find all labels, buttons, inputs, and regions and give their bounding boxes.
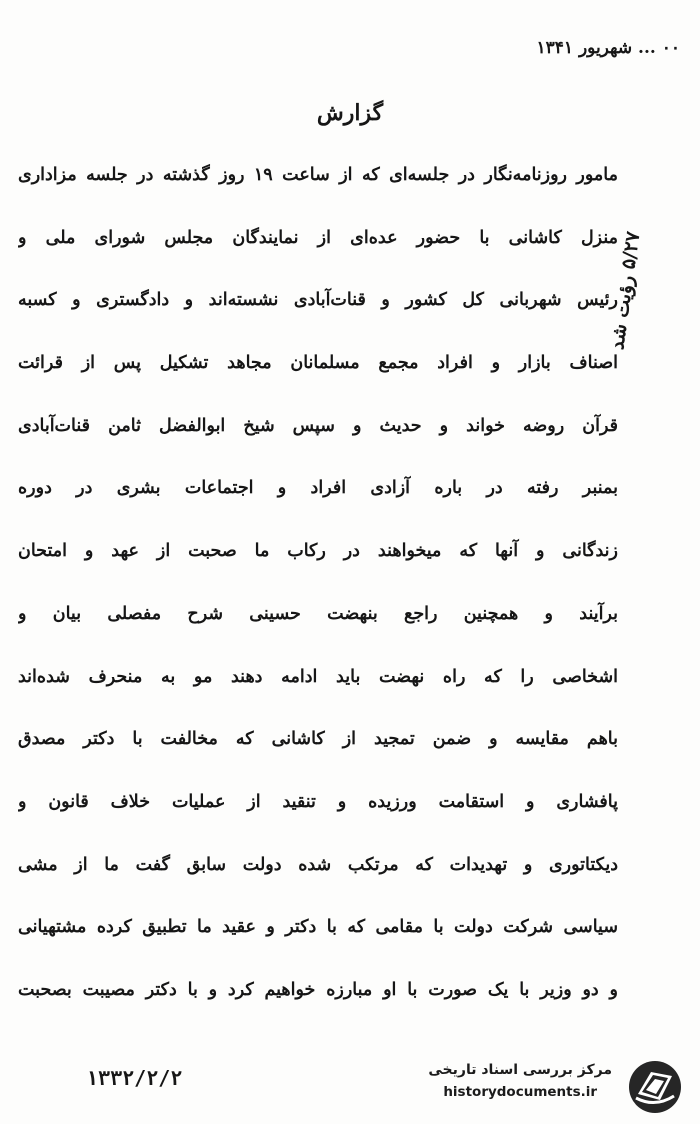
body-line: باهم مقایسه و ضمن تمجید از کاشانی که مخالفت با دکتر مصدق [18, 729, 618, 750]
watermark-text [428, 1062, 612, 1100]
body-line: بمنبر رفته در باره آزادی افراد و اجتماعات بشری در دوره [18, 478, 618, 499]
body-line: زندگانی و آنها که میخواهند در رکاب ما صحبت از عهد و امتحان [18, 541, 618, 562]
margin-handwritten-note: ۵/۲۷ رؤیت شد [605, 230, 645, 352]
body-line: اصناف بازار و افراد مجمع مسلمانان مجاهد تشکیل پس از قرائت [18, 353, 618, 374]
body-line: مامور روزنامه‌نگار در جلسه‌ای که از ساعت ۱۹ روز گذشته در جلسه مزاداری [18, 165, 618, 185]
body-line: سیاسی شرکت دولت با مقامی که با دکتر و عقید ما تطبیق کرده مشتهیانی [18, 917, 618, 938]
archive-logo-icon [624, 1058, 686, 1116]
watermark-org: مرکز بررسی اسناد تاریخی [428, 1062, 612, 1078]
report-body [18, 160, 618, 1038]
watermark [420, 1056, 692, 1118]
body-line: منزل کاشانی با حضور عده‌ای از نمایندگان مجلس شورای ملی و [18, 227, 618, 248]
document-title: گزارش [316, 100, 384, 126]
body-line: برآیند و همچنین راجع بنهضت حسینی شرح مفصلی بیان و [18, 603, 618, 624]
body-line: دیکتاتوری و تهدیدات که مرتکب شده دولت سابق گفت ما از مشی [18, 854, 618, 875]
body-line: پافشاری و استقامت ورزیده و تنقید از عملیات خلاف قانون و [18, 791, 618, 812]
body-line: اشخاصی را که راه نهضت باید ادامه دهند مو به منحرف شده‌اند [18, 666, 618, 687]
watermark-url: historydocuments.ir [443, 1084, 598, 1100]
body-line: قرآن روضه خواند و حدیث و سپس شیخ ابوالفضل ثامن قنات‌آبادی [18, 415, 618, 436]
document-number: ۱۳۳۲/۲/۲ [86, 1066, 183, 1090]
date-line: ۰۰ ... شهریور ۱۳۴۱ [536, 38, 680, 58]
body-line: رئیس شهربانی کل کشور و قنات‌آبادی نشسته‌اند و دادگستری و کسبه [18, 290, 618, 311]
body-line: و دو وزیر با یک صورت با او مبارزه خواهیم کرد و با دکتر مصیبت بصحبت [18, 979, 618, 1000]
